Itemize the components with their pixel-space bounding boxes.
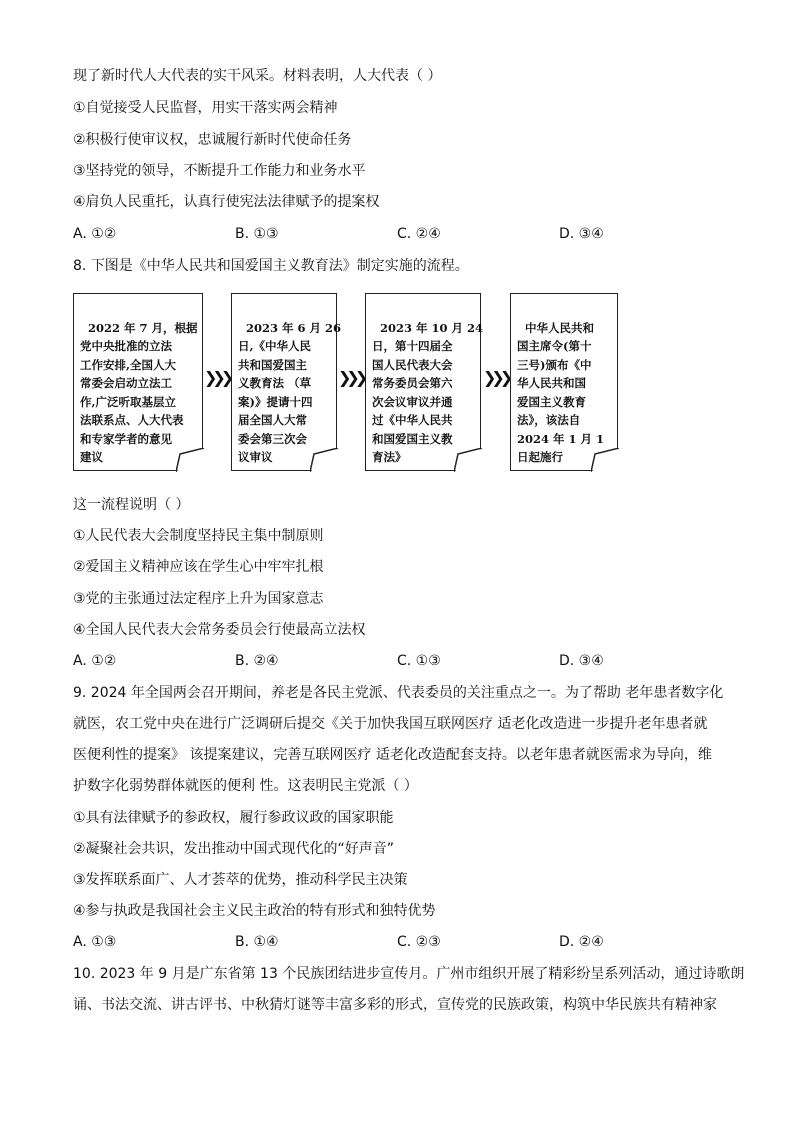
- page-fold-icon: [176, 448, 204, 472]
- flow-step-3-text: 2023 年 10 月 24 日，第十四届全 国人民代表大会 常务委员会第六 次会议审议并通 过《中华人民共 和国爱国主义教 育法》: [372, 320, 484, 464]
- q7-stem-tail: 现了新时代人大代表的实干风采。材料表明，人大代表（ ）: [73, 68, 442, 84]
- q9-item-2: ②凝聚社会共识，发出推动中国式现代化的“好声音”: [73, 841, 395, 857]
- q9-item-4: ④参与执政是我国社会主义民主政治的特有形式和独特优势: [73, 903, 436, 919]
- page-fold-icon: [591, 448, 619, 472]
- q8-sub-stem: 这一流程说明（ ）: [73, 497, 190, 513]
- q8-item-4: ④全国人民代表大会常务委员会行使最高立法权: [73, 622, 366, 638]
- q10-stem-line-1: 10. 2023 年 9 月是广东省第 13 个民族团结进步宣传月。广州市组织开展了精彩纷呈系列活动，通过诗歌朗: [73, 966, 745, 982]
- page-fold-icon: [454, 448, 482, 472]
- q8-item-2: ②爱国主义精神应该在学生心中牢牢扎根: [73, 559, 324, 575]
- flow-arrow-icon: ❯❯❯: [338, 368, 364, 387]
- q7-option-c[interactable]: C. ②④: [397, 226, 441, 242]
- q9-option-b[interactable]: B. ①④: [235, 934, 279, 950]
- flow-arrow-icon: ❯❯❯: [483, 368, 509, 387]
- q7-options: [73, 225, 733, 243]
- q9-options: [73, 933, 733, 951]
- flow-step-2: [231, 293, 342, 471]
- q8-options: [73, 652, 733, 670]
- q8-option-a[interactable]: A. ①②: [73, 653, 117, 669]
- flow-step-1-text: 2022 年 7 月，根据 党中央批准的立法 工作安排,全国人大 常委会启动立法工 作,广泛听取基层立 法联系点、人大代表 和专家学者的意见 建议: [80, 320, 198, 464]
- flow-step-4-text: 中华人民共和 国主席令(第十 三号)颁布《中 华人民共和国 爱国主义教育 法》，该法自 2024 年 1 月 1 日起施行: [517, 320, 605, 464]
- flow-step-1: [73, 293, 203, 471]
- q9-stem-line-4: 护数字化弱势群体就医的便利 性。这表明民主党派（ ）: [73, 778, 418, 794]
- q9-option-a[interactable]: A. ①③: [73, 934, 117, 950]
- q9-item-1: ①具有法律赋予的参政权，履行参政议政的国家职能: [73, 810, 394, 826]
- q9-option-c[interactable]: C. ②③: [397, 934, 441, 950]
- flow-step-4: [510, 293, 618, 471]
- flow-arrow-icon: ❯❯❯: [204, 368, 230, 387]
- flow-step-2-text: 2023 年 6 月 26 日,《中华人民 共和国爱国主 义教育法 （草 案)》提请十四 届全国人大常 委会第三次会 议审议: [238, 320, 342, 464]
- q9-stem-line-1: 9. 2024 年全国两会召开期间，养老是各民主党派、代表委员的关注重点之一。为了帮助 老年患者数字化: [73, 685, 724, 701]
- q8-option-c[interactable]: C. ①③: [397, 653, 441, 669]
- q7-item-3: ③坚持党的领导，不断提升工作能力和业务水平: [73, 163, 366, 179]
- q9-stem-line-3: 医便利性的提案》 该提案建议，完善互联网医疗 适老化改造配套支持。以老年患者就医需求为导向，维: [73, 747, 712, 763]
- q7-option-d[interactable]: D. ③④: [559, 226, 604, 242]
- q8-stem: 8. 下图是《中华人民共和国爱国主义教育法》制定实施的流程。: [73, 258, 469, 274]
- q7-option-b[interactable]: B. ①③: [235, 226, 279, 242]
- q9-option-d[interactable]: D. ②④: [559, 934, 604, 950]
- q9-stem-line-2: 就医，农工党中央在进行广泛调研后提交《关于加快我国互联网医疗 适老化改造进一步提升老年患者就: [73, 716, 708, 732]
- q7-item-1: ①自觉接受人民监督，用实干落实两会精神: [73, 100, 338, 116]
- q7-item-4: ④肩负人民重托，认真行使宪法法律赋予的提案权: [73, 194, 380, 210]
- page-fold-icon: [310, 448, 338, 472]
- flow-step-3: [365, 293, 484, 471]
- q8-option-b[interactable]: B. ②④: [235, 653, 279, 669]
- q8-item-3: ③党的主张通过法定程序上升为国家意志: [73, 591, 324, 607]
- q7-option-a[interactable]: A. ①②: [73, 226, 117, 242]
- q9-item-3: ③发挥联系面广、人才荟萃的优势，推动科学民主决策: [73, 872, 408, 888]
- q7-item-2: ②积极行使审议权，忠诚履行新时代使命任务: [73, 132, 352, 148]
- q8-item-1: ①人民代表大会制度坚持民主集中制原则: [73, 528, 324, 544]
- q8-option-d[interactable]: D. ③④: [559, 653, 604, 669]
- q10-stem-line-2: 诵、书法交流、讲古评书、中秋猜灯谜等丰富多彩的形式，宣传党的民族政策，构筑中华民族共有精神家: [73, 997, 717, 1013]
